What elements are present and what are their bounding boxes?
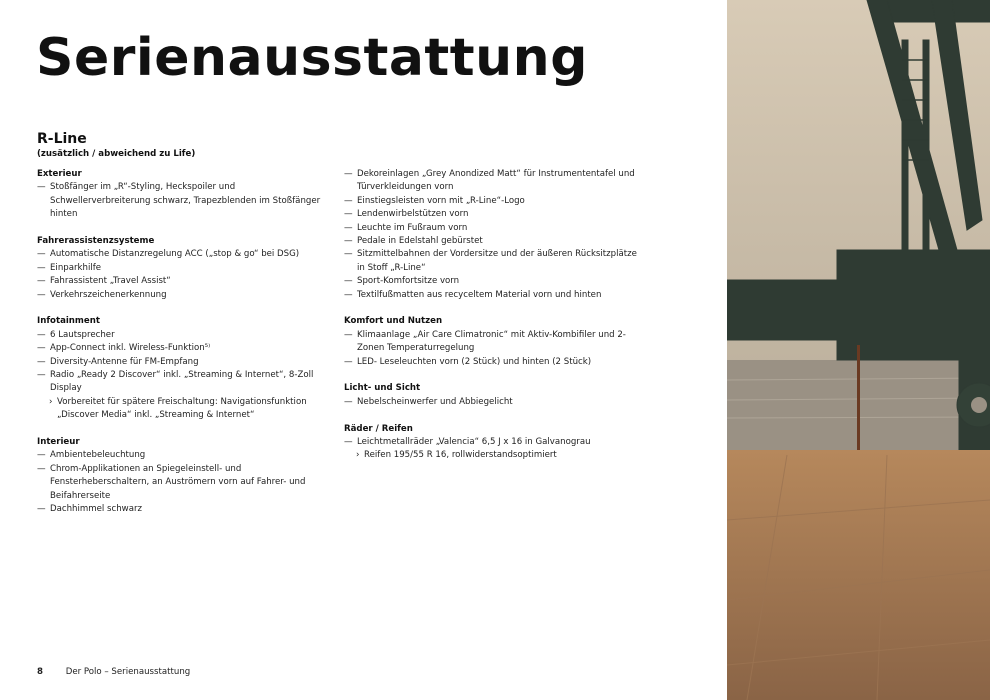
section-title: R-Line (37, 131, 87, 147)
spec-item: — Einstiegsleisten vorn mit „R-Line“-Logo (344, 195, 644, 208)
spec-group (37, 168, 337, 222)
group-heading: Interieur (37, 437, 80, 448)
spec-item: — Leuchte im Fußraum vorn (344, 222, 644, 235)
spec-item: — Ambientebeleuchtung (37, 449, 337, 462)
spec-item: — Dachhimmel schwarz (37, 503, 337, 516)
section-subtitle: (zusätzlich / abweichend zu Life) (37, 149, 196, 159)
group-heading: Räder / Reifen (344, 423, 413, 434)
spec-item: — Klimaanlage „Air Care Climatronic“ mit Aktiv-Kombifiler und 2-Zonen Temperaturregelung (344, 329, 644, 356)
spec-item: — Stoßfänger im „R“-Styling, Heckspoiler und Schwellerverbreiterung schwarz, Trapezblenden im Stoßfänger hinten (37, 181, 337, 221)
spec-group (344, 382, 644, 409)
spec-group (37, 235, 337, 302)
spec-item: — Sport-Komfortsitze vorn (344, 275, 644, 288)
group-heading: Fahrerassistenzsysteme (37, 236, 155, 247)
spec-item: — Leichtmetallräder „Valencia“ 6,5 J x 16 in Galvanograu (344, 436, 644, 449)
spec-group (344, 168, 644, 302)
left-column (37, 168, 337, 530)
spec-item: — Einparkhilfe (37, 262, 337, 275)
footer-label: Der Polo – Serienausstattung (65, 667, 191, 677)
spec-subitem: › Reifen 195/55 R 16, rollwiderstandsoptimiert (344, 449, 644, 462)
group-heading: Komfort und Nutzen (344, 316, 443, 327)
page-number: 8 (37, 667, 43, 677)
spec-item: — Chrom-Applikationen an Spiegeleinstell- und Fensterheberschaltern, an Auströmern vorn auf Fahrer- und Beifahrerseite (37, 463, 337, 503)
spec-item: — Nebelscheinwerfer und Abbiegelicht (344, 396, 644, 409)
group-heading: Licht- und Sicht (344, 383, 421, 394)
group-heading: Exterieur (37, 169, 82, 179)
spec-item: — Sitzmittelbahnen der Vordersitze und der äußeren Rücksitzplätze in Stoff „R-Line“ (344, 248, 644, 275)
spec-item: — Automatische Distanzregelung ACC („stop & go“ bei DSG) (37, 248, 337, 261)
harbor-crane-photo (727, 0, 990, 700)
spec-group (37, 436, 337, 516)
footer (37, 667, 190, 677)
pier-post (857, 345, 860, 455)
spec-item: — App-Connect inkl. Wireless-Funktion⁵⁾ (37, 342, 337, 355)
group-heading: Infotainment (37, 316, 100, 327)
spec-item: — Verkehrszeichenerkennung (37, 289, 337, 302)
spec-item: — Diversity-Antenne für FM-Empfang (37, 356, 337, 369)
page-title: Serienausstattung (36, 28, 588, 88)
spec-group (344, 315, 644, 369)
spec-item: — Dekoreinlagen „Grey Anondized Matt“ für Instrumententafel und Türverkleidungen vorn (344, 168, 644, 195)
spec-item: — Textilfußmatten aus recyceltem Material vorn und hinten (344, 289, 644, 302)
right-column (344, 168, 644, 476)
spec-group (37, 315, 337, 422)
spec-item: — Radio „Ready 2 Discover“ inkl. „Streaming & Internet“, 8-Zoll Display (37, 369, 337, 396)
spec-item: — Fahrassistent „Travel Assist“ (37, 275, 337, 288)
spec-group (344, 423, 644, 463)
spec-subitem: › Vorbereitet für spätere Freischaltung: Navigationsfunktion „Discover Media“ inkl. „Streaming & Internet“ (37, 396, 337, 423)
spec-item: — Lendenwirbelstützen vorn (344, 208, 644, 221)
spec-item: — Pedale in Edelstahl gebürstet (344, 235, 644, 248)
spec-item: — 6 Lautsprecher (37, 329, 337, 342)
spec-item: — LED- Leseleuchten vorn (2 Stück) und hinten (2 Stück) (344, 356, 644, 369)
